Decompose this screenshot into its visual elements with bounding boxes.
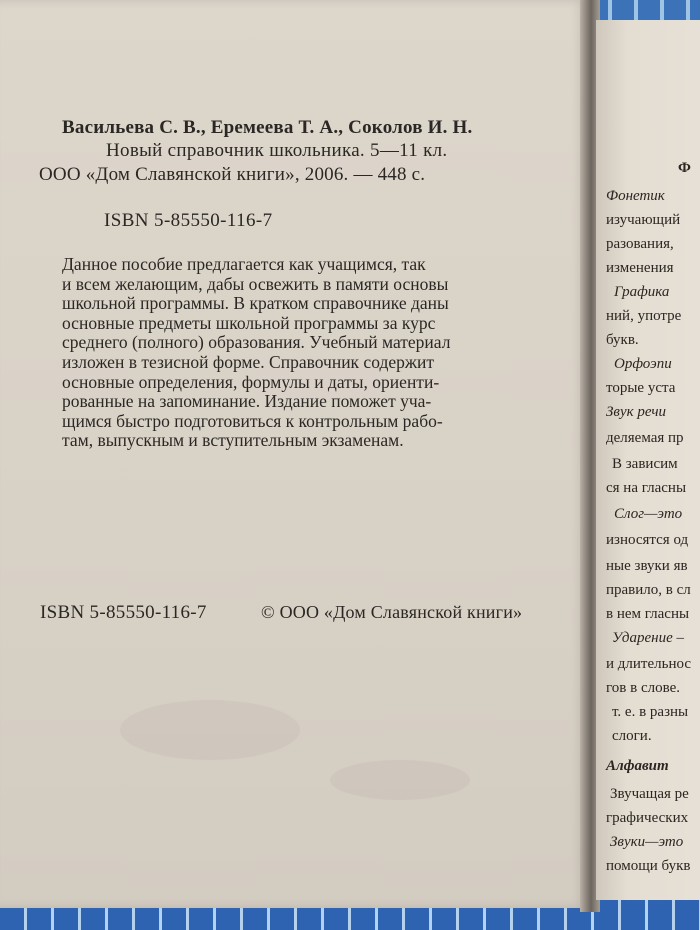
right-page-fragment: торые уста — [606, 380, 676, 396]
right-page-fragment: Звук речи — [606, 404, 666, 420]
right-page-fragment: Орфоэпи — [614, 356, 672, 372]
right-page-fragment: Фонетик — [606, 188, 665, 204]
isbn-top: ISBN 5-85550-116-7 — [104, 210, 273, 231]
book-title-line: Новый справочник школьника. 5—11 кл. — [106, 140, 448, 161]
right-page-fragment: изменения — [606, 260, 674, 276]
abstract-line: школьной программы. В кратком справочнике даны — [62, 293, 449, 314]
right-page-fragment: ний, употре — [606, 308, 682, 324]
right-page-fragment: ся на гласны — [606, 480, 687, 496]
right-page-fragment: графических — [606, 810, 689, 826]
book-abstract — [62, 255, 517, 451]
right-page-fragment: Графика — [614, 284, 670, 300]
right-page-fragment: Ф — [678, 160, 691, 176]
abstract-line: рованные на запоминание. Издание поможет уча- — [62, 391, 432, 412]
abstract-line: основные определения, формулы и даты, ориенти- — [62, 371, 440, 392]
paper-stain — [330, 760, 470, 800]
abstract-line: изложен в тезисной форме. Справочник содержит — [62, 351, 434, 372]
abstract-line: Данное пособие предлагается как учащимся, так — [62, 254, 426, 274]
abstract-line: среднего (полного) образования. Учебный материал — [62, 332, 451, 353]
abstract-line: основные предметы школьной программы за курс — [62, 312, 436, 333]
copyright-notice: © ООО «Дом Славянской книги» — [261, 602, 523, 622]
isbn-bottom: ISBN 5-85550-116-7 — [40, 602, 207, 623]
abstract-line: там, выпускным и вступительным экзаменам. — [62, 430, 404, 451]
right-page-fragment: Звуки—это — [610, 834, 684, 850]
right-page-fragment: гов в слове. — [606, 680, 680, 696]
abstract-line: и всем желающим, дабы освежить в памяти основы — [62, 273, 449, 294]
right-page-fragment: слоги. — [612, 728, 652, 744]
right-page-fragment: деляемая пр — [606, 430, 684, 446]
right-page-fragment: помощи букв — [606, 858, 691, 874]
right-page-fragment: износятся од — [606, 532, 689, 548]
right-page — [596, 20, 700, 900]
publisher-line: ООО «Дом Славянской книги», 2006. — 448 с. — [39, 164, 426, 185]
right-page-fragment: т. е. в разны — [612, 704, 689, 720]
right-page-fragment: Звучащая ре — [610, 786, 689, 802]
right-page-fragment: букв. — [606, 332, 639, 348]
right-page-fragment: в нем гласны — [606, 606, 690, 622]
paper-stain — [120, 700, 300, 760]
right-page-fragment: и длительнос — [606, 656, 692, 672]
right-page-fragment: правило, в сл — [606, 582, 691, 598]
right-page-fragment: Ударение – — [612, 630, 684, 646]
abstract-line: щимся быстро подготовиться к контрольным рабо- — [62, 410, 443, 431]
right-page-fragment: Алфавит — [606, 758, 669, 774]
right-page-fragment: Слог—это — [614, 506, 683, 522]
right-page-fragment: разования, — [606, 236, 674, 252]
right-page-fragment: изучающий — [606, 212, 681, 228]
right-page-fragment: В зависим — [612, 456, 678, 472]
right-page-fragment: ные звуки яв — [606, 558, 688, 574]
book-authors: Васильева С. В., Еремеева Т. А., Соколов И. Н. — [62, 117, 473, 138]
